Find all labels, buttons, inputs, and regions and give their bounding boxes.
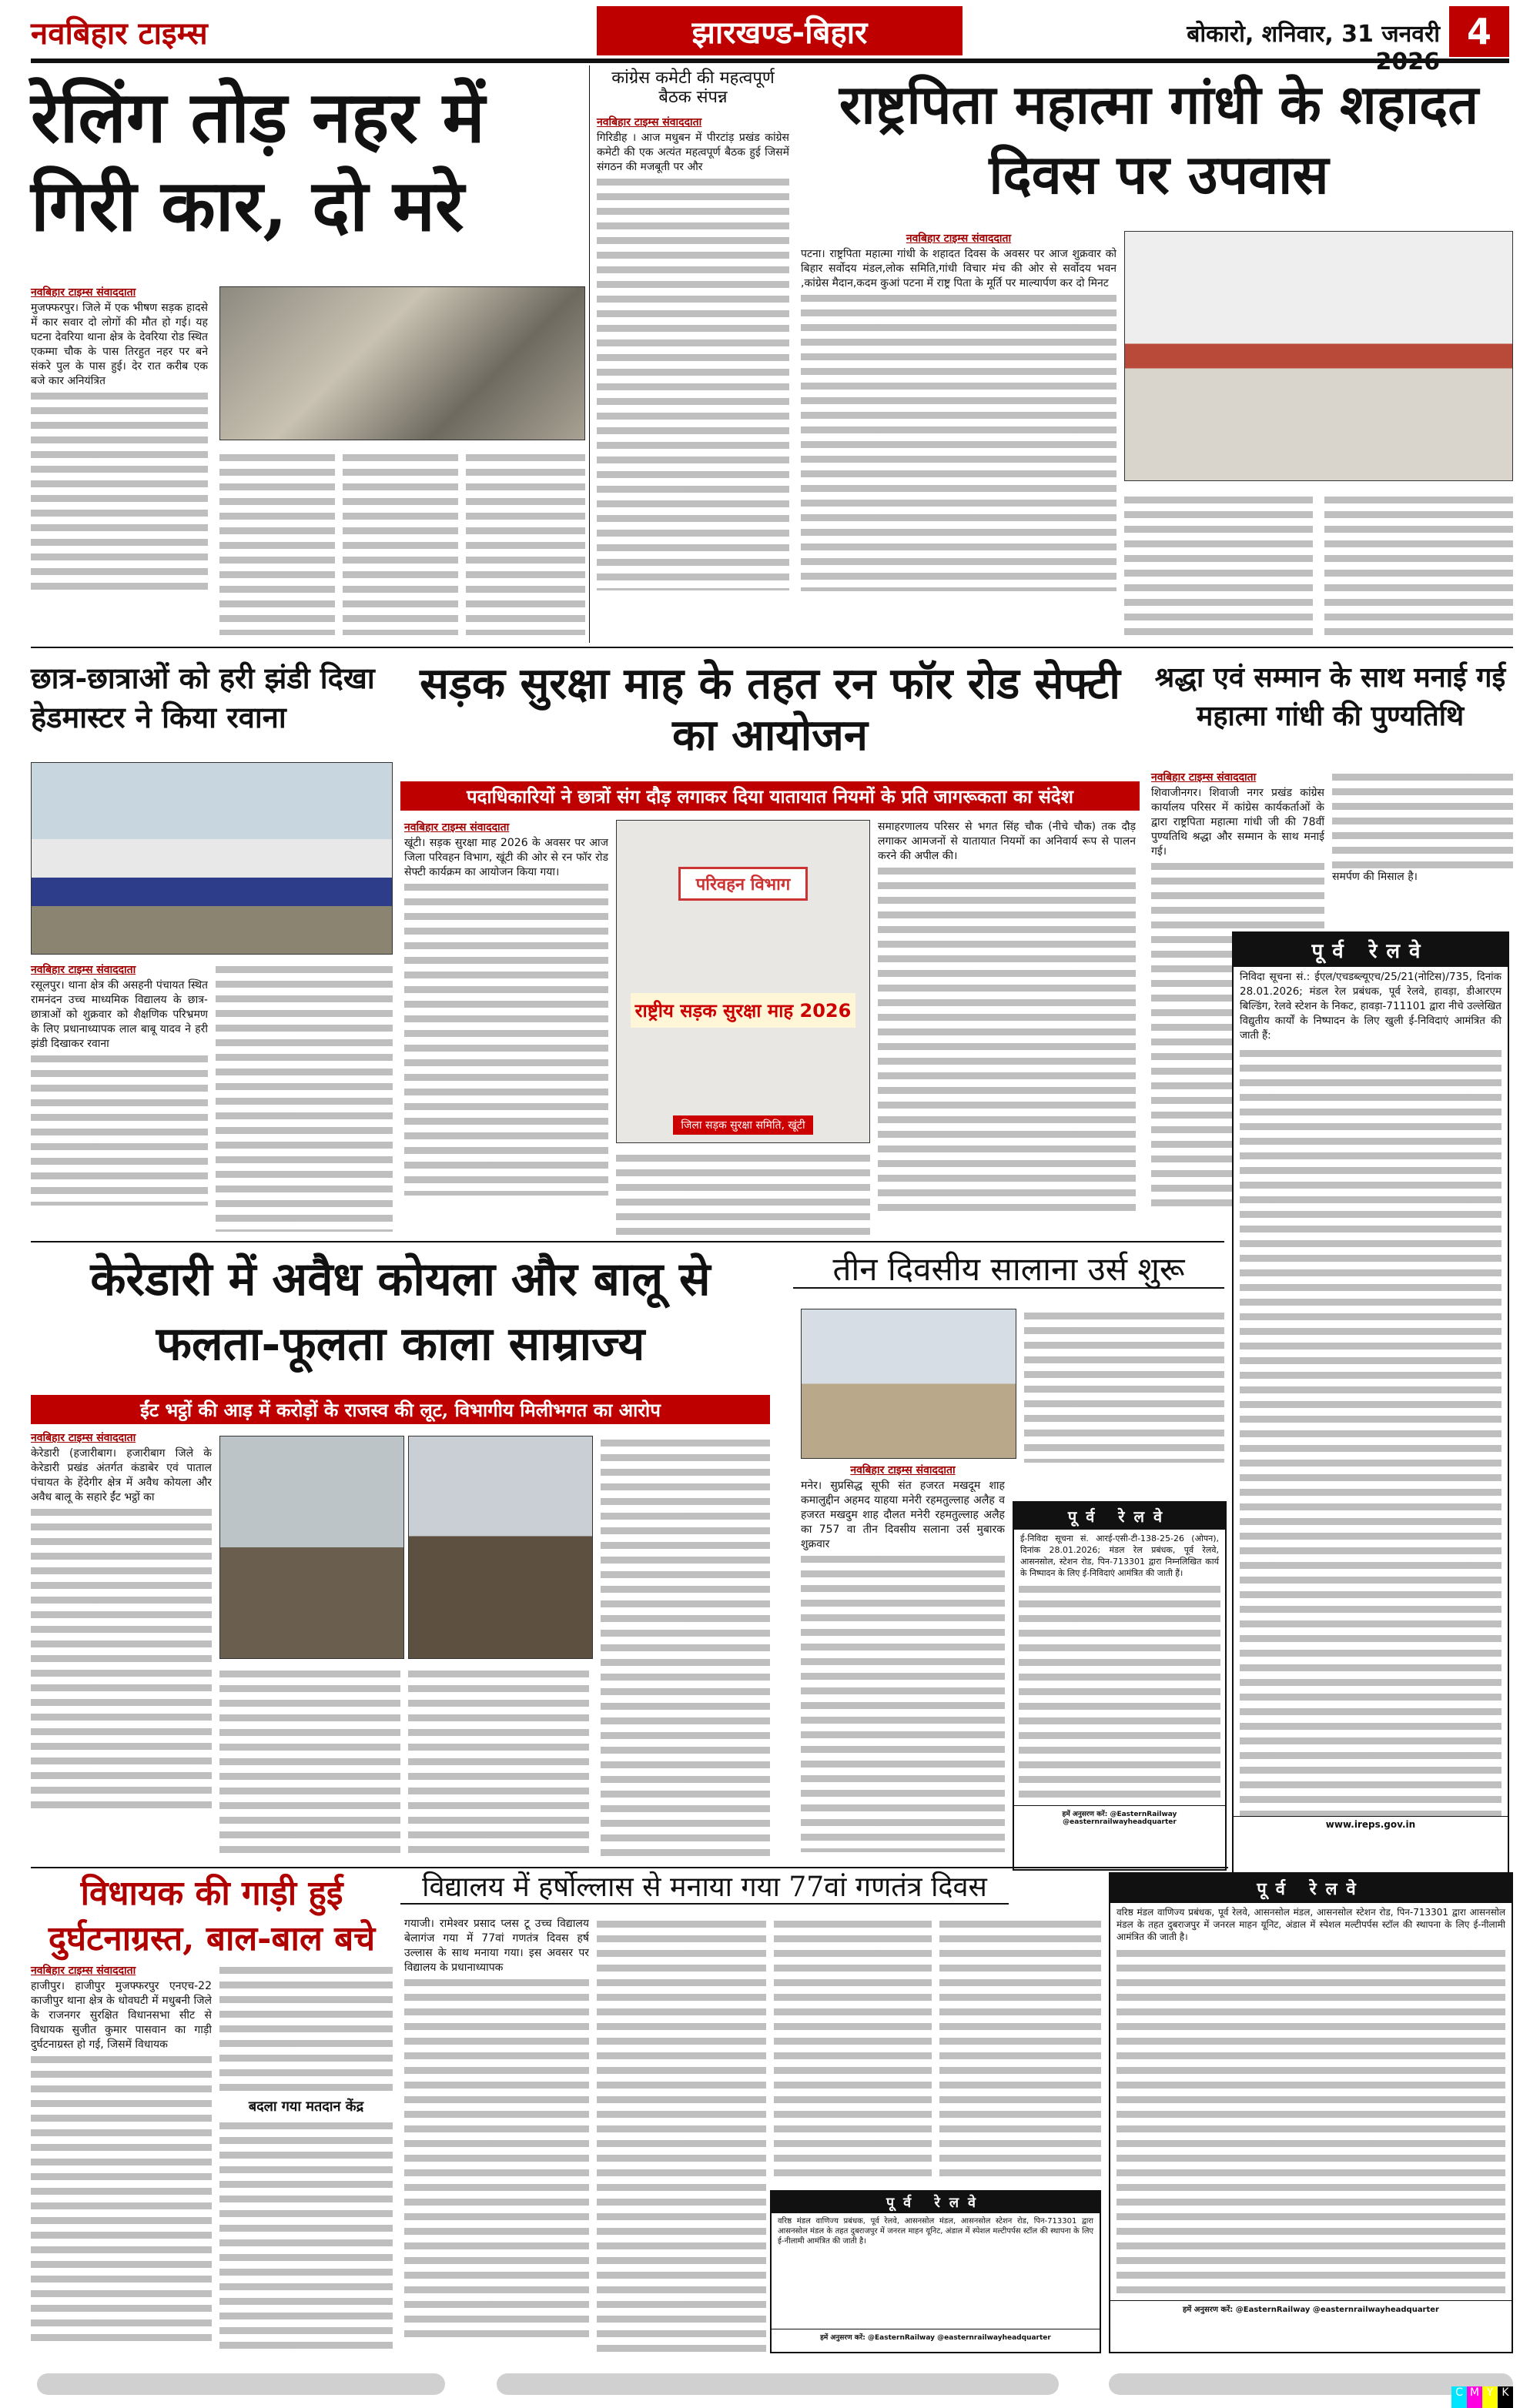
eastern-railway-stall-notice — [1109, 1872, 1513, 2353]
story-text: समाहरणालय परिसर से भगत सिंह चौक (नीचे चौक) तक दौड़ लगाकर आमजनों से यातायात नियमों का अनिवार्य रूप से पालन करने की अपील की। — [878, 821, 1136, 862]
page-number: 4 — [1449, 6, 1509, 57]
story-text-continued — [404, 1975, 589, 2337]
story-text-continued — [31, 389, 208, 597]
notice-follow[interactable]: हमें अनुसरण करें: @EasternRailway @easternrailwayheadquarter — [1014, 1805, 1225, 1828]
banner-subtitle: राष्ट्रीय सड़क सुरक्षा माह 2026 — [631, 993, 856, 1028]
story-text: गयाजी। रामेश्वर प्रसाद प्लस टू उच्च विद्यालय बेलागंज गया में 77वां गणतंत्र दिवस हर्ष उल्लास के साथ मनाया गया। इस अवसर पर विद्यालय के प्रधानाध्यापक — [404, 1918, 589, 1974]
mla-story — [31, 1963, 212, 2356]
story-text: मुजफ्फरपुर। जिले में एक भीषण सड़क हादसे में कार सवार दो लोगों की मौत हो गई। यह घटना देवरिया थाना क्षेत्र के देवरिया रोड स्थित एकम्मा चौक के पास तिरहुत नहर पर बने संकरे पुल के पास हुई। देर रात करीब एक बजे कार अनियंत्रित — [31, 302, 208, 387]
congress-headline: कांग्रेस कमेटी की महत्वपूर्ण बैठक संपन्न — [611, 69, 775, 107]
byline: नवबिहार टाइम्स संवाददाता — [31, 1432, 136, 1444]
section-divider — [31, 647, 1513, 648]
mla-story-cont — [219, 1963, 393, 2356]
story-column — [1024, 1309, 1224, 1463]
story-text: गिरिडीह । आज मधुबन में पीरटांड़ प्रखंड कांग्रेस कमेटी की एक अत्यंत महत्वपूर्ण बैठक हुई जिसमें संगठन की मजबूती पर और — [597, 132, 789, 174]
story-column — [216, 962, 393, 1232]
byline: नवबिहार टाइम्स संवाददाता — [906, 232, 1012, 245]
dargah-photo — [801, 1309, 1016, 1459]
story-text-continued — [219, 2119, 393, 2349]
story-text: मनेर। सुप्रसिद्ध सूफी संत हजरत मखदूम शाह कमालुद्दीन अहमद याहया मनेरी रहमतुल्लाह अलैह व हजरत मखदुम शाह दौलत मनेरी रहमतुल्लाह अलैह का 757 वा तीन दिवसीय सलाना उर्स मुबारक शुक्रवार — [801, 1480, 1005, 1550]
eastern-railway-etender-notice — [1013, 1501, 1227, 1871]
congress-story — [597, 69, 789, 639]
story-column — [1124, 493, 1313, 639]
story-column — [1324, 493, 1513, 639]
story-column — [939, 1917, 1101, 2182]
banner-footer: जिला सड़क सुरक्षा समिति, खूंटी — [673, 1115, 812, 1135]
story-column — [774, 1917, 932, 2182]
story-text-continued — [801, 1552, 1005, 1852]
story-column — [466, 450, 585, 635]
republic-day-story — [404, 1917, 589, 2356]
byline: नवबिहार टाइम्स संवाददाता — [404, 821, 510, 834]
notice-text-continued — [1240, 1046, 1502, 1816]
cmyk-m: M — [1467, 2386, 1482, 2408]
notice-text: निविदा सूचना सं.: ईएल/एचडब्ल्यूएच/25/21(नोटिस)/735, दिनांक 28.01.2026; मंडल रेल प्रबंधक, पूर्व रेलवे, हावड़ा, डीआरएम बिल्डिंग, रेलवे स्टेशन के निकट, हावड़ा-711101 द्वारा नीचे उल्लेखित विद्युतीय कार्यों के निष्पादन के लिए खुली ई-निविदाएं आमंत्रित की जाती हैं: — [1240, 971, 1502, 1042]
car-accident-headline: रेलिंग तोड़ नहर में गिरी कार, दो मरे — [31, 75, 485, 247]
story-text-continued — [1332, 770, 1513, 870]
byline: नवबिहार टाइम्स संवाददाता — [31, 286, 136, 299]
road-safety-banner-photo — [616, 820, 870, 1143]
story-text-continued — [31, 2052, 212, 2345]
story-text-continued — [597, 175, 789, 590]
car-accident-crowd-photo — [219, 286, 585, 440]
byline: नवबिहार टाइम्स संवाददाता — [1151, 771, 1257, 784]
story-text-continued — [404, 880, 608, 1196]
republic-day-headline: विद्यालय में हर्षोल्लास से मनाया गया 77वां गणतंत्र दिवस — [400, 1872, 1009, 1905]
story-text: खूंटी। सड़क सुरक्षा माह 2026 के अवसर पर आज जिला परिवहन विभाग, खूंटी की ओर से रन फॉर रोड सेफ्टी कार्यक्रम का आयोजन किया गया। — [404, 837, 608, 878]
story-column — [219, 1667, 400, 1859]
eastern-railway-auction-notice — [770, 2190, 1101, 2353]
newspaper-logo: नवबिहार टाइम्स — [31, 15, 208, 52]
story-text-continued — [219, 1963, 393, 2094]
print-registration-bar — [37, 2373, 445, 2395]
students-headline: छात्र-छात्राओं को हरी झंडी दिखा हेडमास्टर ने किया रवाना — [31, 661, 375, 735]
urs-headline: तीन दिवसीय सालाना उर्स शुरू — [793, 1251, 1224, 1289]
students-bus-photo — [31, 762, 393, 955]
banner-title: परिवहन विभाग — [678, 867, 808, 901]
gandhi-fast-headline: राष्ट्रपिता महात्मा गांधी के शहादत दिवस पर उपवास — [839, 72, 1479, 206]
edition-date: बोकारो, शनिवार, 31 जनवरी — [1187, 21, 1440, 48]
subheading: बदला गया मतदान केंद्र — [248, 2099, 364, 2115]
notice-follow[interactable]: हमें अनुसरण करें: @EasternRailway @easternrailwayheadquarter — [1110, 2300, 1512, 2316]
story-text: हाजीपुर। हाजीपुर मुजफ्फरपुर एनएच-22 काजीपुर थाना क्षेत्र के धोवघटी में मधुबनी जिले के राजनगर सुरक्षित विधानसभा सीट से विधायक सुजीत कुमार पासवान का गाड़ी दुर्घटनाग्रस्त हो गई, जिसमें विधायक — [31, 1980, 212, 2051]
road-safety-story-cont — [878, 820, 1136, 1236]
road-safety-headline: सड़क सुरक्षा माह के तहत रन फॉर रोड सेफ्टी का आयोजन — [420, 658, 1120, 761]
story-column — [408, 1667, 589, 1859]
column-divider — [589, 65, 590, 643]
story-column — [343, 450, 458, 635]
story-text: समर्पण की मिसाल है। — [1332, 871, 1418, 883]
masthead-rule — [31, 59, 1509, 63]
notice-text-continued — [1019, 1582, 1220, 1805]
road-safety-story — [404, 820, 608, 1236]
cmyk-y: Y — [1482, 2386, 1498, 2408]
urs-story — [801, 1463, 1005, 1863]
story-text: केरेडारी (हजारीबाग। हजारीबाग जिले के केरेडारी प्रखंड अंतर्गत कंडाबेर एवं पाताल पंचायत के हेंदेगीर क्षेत्र में अवैध कोयला और अवैध बालू के सहारे ईंट भट्ठों का — [31, 1447, 212, 1503]
notice-website[interactable]: www.ireps.gov.in — [1234, 1816, 1508, 1832]
byline: नवबिहार टाइम्स संवाददाता — [31, 964, 136, 976]
cmyk-swatches — [1451, 2386, 1513, 2408]
road-safety-strap: पदाधिकारियों ने छात्रों संग दौड़ लगाकर दिया यातायात नियमों के प्रति जागरूकता का संदेश — [400, 781, 1140, 811]
gandhi-tribute-photo — [1124, 231, 1513, 481]
mla-accident-headline: विधायक की गाड़ी हुई दुर्घटनाग्रस्त, बाल-बाल बचे — [48, 1874, 376, 1959]
story-text-continued — [31, 1505, 212, 1813]
tribute-story-cont — [1332, 770, 1513, 901]
story-column — [616, 1151, 870, 1236]
notice-follow[interactable]: हमें अनुसरण करें: @EasternRailway @easternrailwayheadquarter — [772, 2329, 1100, 2344]
tribute-headline: श्रद्धा एवं सम्मान के साथ मनाई गई महात्मा गांधी की पुण्यतिथि — [1154, 661, 1506, 733]
story-text: पटना। राष्ट्रपिता महात्मा गांधी के शहादत दिवस के अवसर पर आज शुक्रवार को बिहार सर्वोदय मंडल,लोक समिति,गांधी विचार मंच की ओर से सर्वोदय भवन ,कांग्रेस मैदान,कदम कुआं पटना में राष्ट्र पिता के मूर्ति पर माल्यार्पण कर दो मिनट — [801, 248, 1116, 289]
story-column — [219, 450, 335, 635]
coal-strap: ईंट भट्ठों की आड़ में करोड़ों के राजस्व की लूट, विभागीय मिलीभगत का आरोप — [31, 1395, 770, 1424]
story-text-continued — [878, 864, 1136, 1218]
eastern-railway-tender-notice — [1232, 931, 1509, 1878]
story-text-continued — [801, 291, 1116, 591]
notice-text: ई-निविदा सूचना सं. आरई-एसी-टी-138-25-26 (ओपन), दिनांक 28.01.2026; मंडल रेल प्रबंधक, पूर्व रेलवे, आसनसोल, स्टेशन रोड, पिन-713301 द्वारा निम्नलिखित कार्य के निष्पादन के लिए ई-निविदाएं आमंत्रित की जाती हैं। — [1020, 1533, 1219, 1578]
print-registration-bar — [497, 2373, 1059, 2395]
story-text-continued — [31, 1052, 208, 1206]
byline: नवबिहार टाइम्स संवाददाता — [850, 1464, 956, 1477]
notice-title: पूर्व रेलवे — [772, 2192, 1100, 2213]
story-column — [597, 1917, 766, 2356]
notice-title: पूर्व रेलवे — [1014, 1503, 1225, 1530]
section-label: झारखण्ड-बिहार — [597, 6, 962, 55]
cmyk-c: C — [1451, 2386, 1467, 2408]
coal-headline: केरेडारी में अवैध कोयला और बालू से फलता-फूलता काला साम्राज्य — [90, 1252, 711, 1371]
coal-story — [31, 1430, 212, 1861]
coal-site-photo — [408, 1436, 593, 1659]
brick-kiln-photo — [219, 1436, 404, 1659]
cmyk-k: K — [1498, 2386, 1513, 2408]
section-divider — [31, 1241, 1224, 1242]
gandhi-fast-story — [801, 231, 1116, 639]
story-text: शिवाजीनगर। शिवाजी नगर प्रखंड कांग्रेस कार्यालय परिसर में कांग्रेस कार्यकर्ताओं के द्वारा राष्ट्रपिता महात्मा गांधी जी की 78वीं पुण्यतिथि श्रद्धा और सम्मान के साथ मनाई गई। — [1151, 787, 1324, 858]
byline: नवबिहार टाइम्स संवाददाता — [31, 1965, 136, 1977]
students-story — [31, 962, 208, 1236]
notice-text-continued — [1116, 1946, 1505, 2300]
notice-title: पूर्व रेलवे — [1234, 933, 1508, 967]
section-divider — [31, 1867, 1228, 1868]
car-accident-story — [31, 285, 208, 639]
story-column — [601, 1436, 770, 1859]
byline: नवबिहार टाइम्स संवाददाता — [597, 116, 702, 129]
notice-text: वरिष्ठ मंडल वाणिज्य प्रबंधक, पूर्व रेलवे, आसनसोल मंडल, आसनसोल स्टेशन रोड, पिन-713301 द्वारा आसनसोल मंडल के तहत दुबराजपुर में जनरल माहन यूनिट, अंडाल में स्पेशल मल्टीपर्पस स्टॉल की स्थापना के लिए ई-नीलामी आमंत्रित की जाती है। — [778, 2217, 1093, 2246]
notice-text: वरिष्ठ मंडल वाणिज्य प्रबंधक, पूर्व रेलवे, आसनसोल मंडल, आसनसोल स्टेशन रोड, पिन-713301 द्वारा आसनसोल मंडल के तहत दुबराजपुर में जनरल माहन यूनिट, अंडाल में स्पेशल मल्टीपर्पस स्टॉल की स्थापना के लिए ई-नीलामी आमंत्रित की जाती है। — [1116, 1907, 1505, 1942]
notice-title: पूर्व रेलवे — [1110, 1874, 1512, 1903]
story-text: रसूलपुर। थाना क्षेत्र की असहनी पंचायत स्थित रामनंदन उच्च माध्यमिक विद्यालय के छात्र-छात्राओं को शुक्रवार को शैक्षणिक परिभ्रमण के लिए प्रधानाध्यापक लाल बाबू यादव ने हरी झंडी दिखाकर रवाना — [31, 979, 208, 1050]
